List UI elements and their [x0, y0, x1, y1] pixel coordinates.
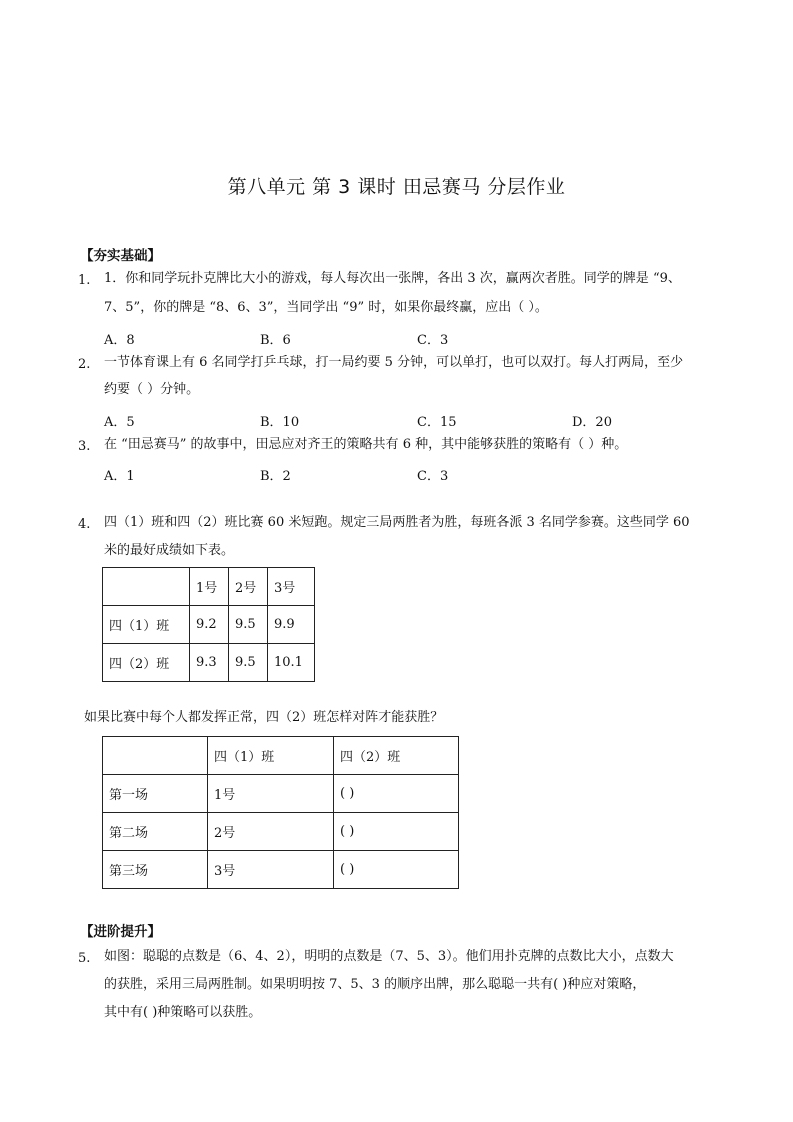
question-text: 在 “田忌赛马” 的故事中，田忌应对齐王的策略共有 6 种，其中能够获胜的策略有（ ）种。 [104, 437, 628, 452]
section-basic-heading: 【夯实基础】 [80, 248, 161, 264]
question-number: 1. [78, 273, 91, 288]
option-b: B．10 [260, 415, 300, 430]
table-cell: 四（2）班 [103, 644, 190, 682]
table-cell: 四（1）班 [103, 606, 190, 644]
question-text: 四（1）班和四（2）班比赛 60 米短跑。规定三局两胜者为胜，每班各派 3 名同学参赛。这些同学 60 [104, 515, 690, 530]
table-cell: 9.3 [190, 644, 229, 682]
question-text: 1．你和同学玩扑克牌比大小的游戏，每人每次出一张牌，各出 3 次，赢两次者胜。同学的牌是 “9、 [104, 271, 681, 286]
table-cell: 2号 [208, 813, 334, 851]
table-header-cell: 四（1）班 [208, 737, 334, 775]
matchup-table [102, 736, 459, 889]
option-d: D．20 [572, 415, 612, 430]
table-row [103, 606, 315, 644]
question-text: 如果比赛中每个人都发挥正常，四（2）班怎样对阵才能获胜？ [84, 710, 444, 725]
page-title: 第八单元 第 3 课时 田忌赛马 分层作业 [227, 176, 566, 198]
table-header-cell: 1号 [190, 568, 229, 606]
table-cell: 9.5 [229, 644, 268, 682]
times-table [102, 567, 315, 682]
table-header-cell: 3号 [268, 568, 315, 606]
answer-blank[interactable]: ( ) [334, 813, 459, 851]
option-b: B．6 [260, 333, 291, 348]
table-cell: 10.1 [268, 644, 315, 682]
option-c: C．15 [417, 415, 457, 430]
option-a: A．8 [104, 333, 135, 348]
table-cell [103, 568, 190, 606]
table-row [103, 851, 459, 889]
table-cell: 3号 [208, 851, 334, 889]
answer-blank[interactable]: ( ) [334, 775, 459, 813]
table-cell: 9.5 [229, 606, 268, 644]
table-row [103, 644, 315, 682]
table-cell: 9.9 [268, 606, 315, 644]
table-header-cell: 四（2）班 [334, 737, 459, 775]
question-text: 一节体育课上有 6 名同学打乒乓球，打一局约要 5 分钟，可以单打，也可以双打。每人打两局，至少 [104, 355, 684, 370]
question-text: 其中有( )种策略可以获胜。 [104, 1005, 262, 1020]
table-cell: 1号 [208, 775, 334, 813]
table-cell: 第一场 [103, 775, 208, 813]
question-text: 的获胜，采用三局两胜制。如果明明按 7、5、3 的顺序出牌，那么聪聪一共有( )种应对策略， [104, 977, 646, 992]
option-c: C．3 [417, 333, 449, 348]
table-cell: 第三场 [103, 851, 208, 889]
table-cell: 9.2 [190, 606, 229, 644]
option-b: B．2 [260, 469, 291, 484]
table-cell [103, 737, 208, 775]
question-number: 5. [78, 951, 91, 966]
answer-blank[interactable]: ( ) [334, 851, 459, 889]
question-number: 3. [78, 439, 91, 454]
section-advanced-heading: 【进阶提升】 [80, 924, 161, 940]
question-text: 米的最好成绩如下表。 [104, 543, 235, 558]
table-row [103, 775, 459, 813]
question-text: 约要（ ）分钟。 [104, 382, 200, 397]
question-number: 4. [78, 517, 91, 532]
option-a: A．5 [104, 415, 135, 430]
question-text: 7、5”，你的牌是 “8、6、3”，当同学出 “9” 时，如果你最终赢，应出（ ）。 [104, 300, 548, 315]
question-number: 2. [78, 357, 91, 372]
table-header-cell: 2号 [229, 568, 268, 606]
table-row [103, 813, 459, 851]
question-text: 如图：聪聪的点数是（6、4、2），明明的点数是（7、5、3）。他们用扑克牌的点数比大小，点数大 [104, 949, 674, 964]
table-cell: 第二场 [103, 813, 208, 851]
option-c: C．3 [417, 469, 449, 484]
option-a: A．1 [104, 469, 135, 484]
